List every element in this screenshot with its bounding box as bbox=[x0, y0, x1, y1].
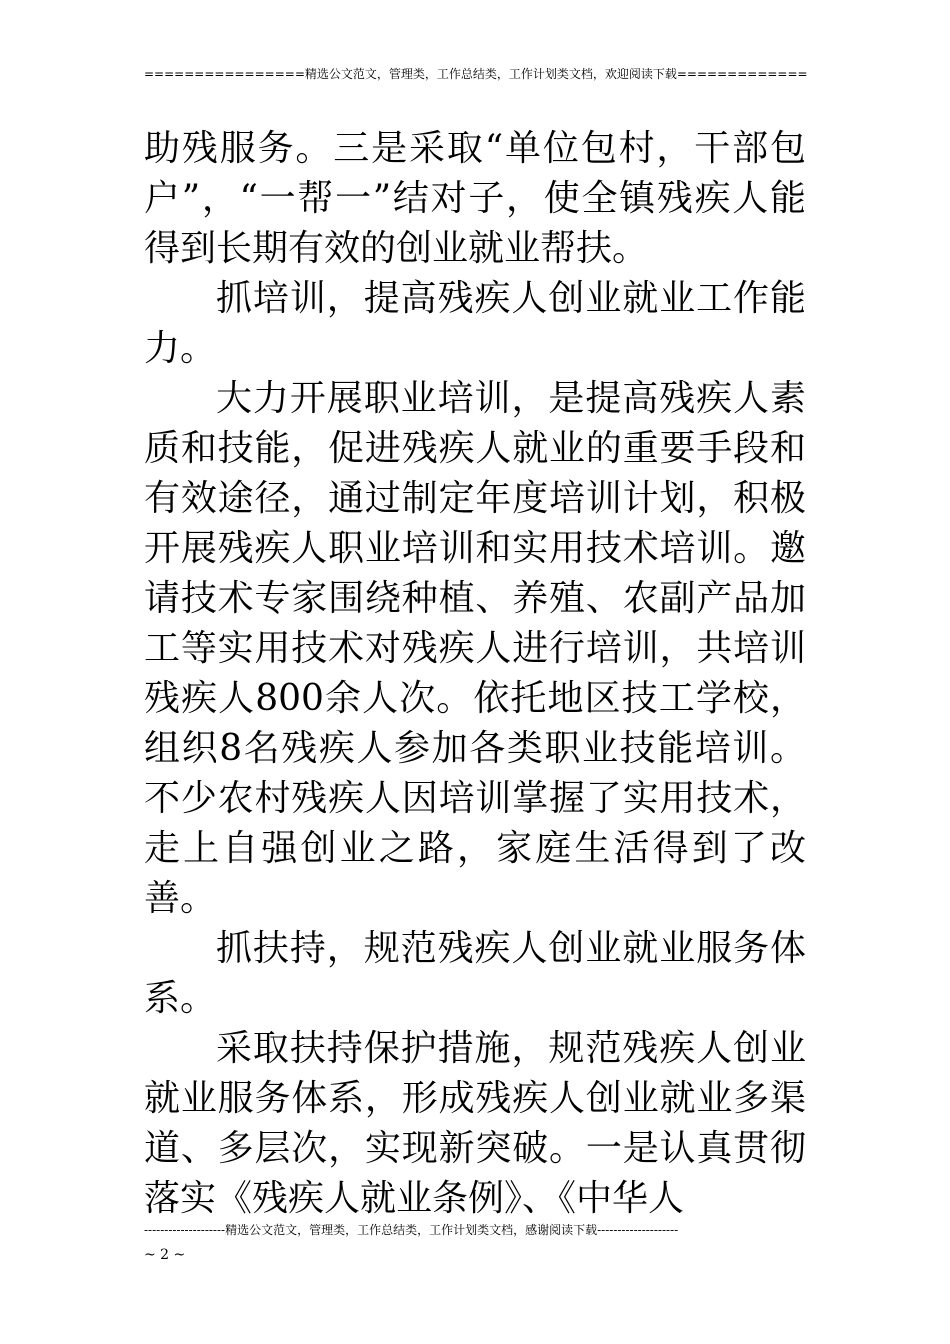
paragraph-support: 采取扶持保护措施，规范残疾人创业就业服务体系，形成残疾人创业就业多渠道、多层次，实现新突破。一是认真贯彻落实《残疾人就业条例》、《中华人 bbox=[144, 1028, 806, 1219]
page-number: ~ 2 ~ bbox=[144, 1247, 186, 1263]
paragraph-continuation: 助残服务。三是采取“单位包村，干部包户”，“一帮一”结对子，使全镇残疾人能得到长期有效的创业就业帮扶。 bbox=[144, 128, 806, 269]
section-heading-training: 抓培训，提高残疾人创业就业工作能力。 bbox=[144, 278, 806, 369]
document-body bbox=[144, 124, 806, 1224]
page-footer: --------------------精选公文范文，管理类，工作总结类，工作计划类文档，感谢阅读下载-------------------- bbox=[144, 1223, 679, 1237]
section-heading-support: 抓扶持，规范残疾人创业就业服务体系。 bbox=[144, 928, 806, 1019]
paragraph-training: 大力开展职业培训，是提高残疾人素质和技能，促进残疾人就业的重要手段和有效途径，通过制定年度培训计划，积极开展残疾人职业培训和实用技术培训。邀请技术专家围绕种植、养殖、农副产品加工等实用技术对残疾人进行培训，共培训残疾人800余人次。依托地区技工学校，组织8名残疾人参加各类职业技能培训。不少农村残疾人因培训掌握了实用技术，走上自强创业之路，家庭生活得到了改善。 bbox=[144, 378, 806, 919]
page-header: ================精选公文范文，管理类，工作总结类，工作计划类文档，欢迎阅读下载============= bbox=[144, 67, 808, 81]
